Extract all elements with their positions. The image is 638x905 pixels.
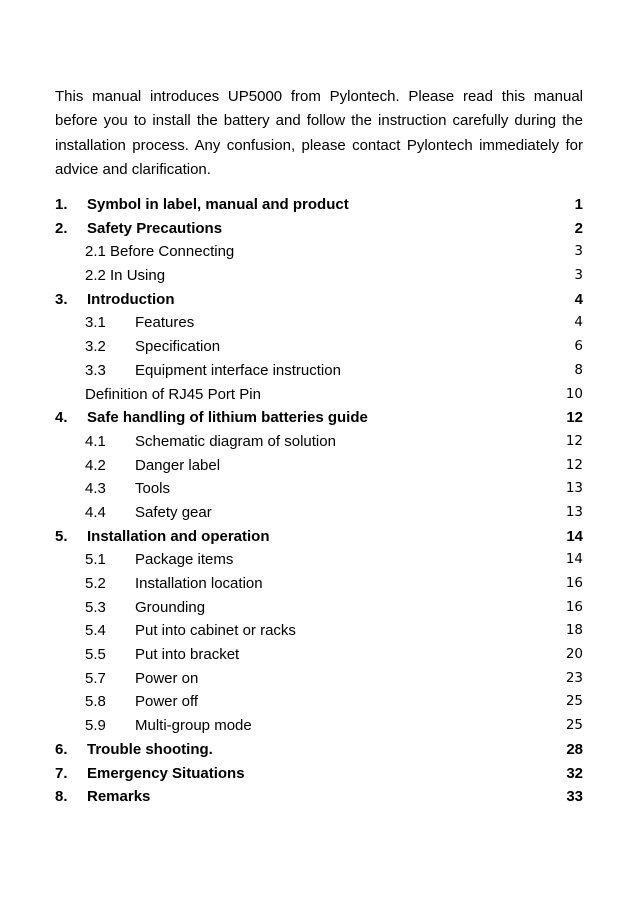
toc-entry-page-number: 6 — [574, 338, 583, 355]
toc-entry[interactable] — [55, 383, 583, 407]
toc-entry-number: 6. — [55, 740, 68, 758]
toc-entry-page-number: 14 — [565, 551, 583, 568]
toc-entry-title: 2.1 Before Connecting — [85, 243, 235, 261]
toc-entry[interactable] — [55, 619, 583, 643]
toc-entry-title: Multi-group mode — [135, 717, 252, 735]
toc-entry-number: 7. — [55, 764, 68, 782]
toc-entry-page-number: 32 — [566, 764, 583, 782]
toc-entry-number: 5.9 — [85, 717, 106, 735]
toc-entry-title: Package items — [135, 551, 234, 569]
toc-entry-number: 4.2 — [85, 456, 106, 474]
toc-entry-title: Power on — [135, 669, 199, 687]
toc-entry-page-number: 13 — [565, 480, 583, 497]
toc-entry-title: Trouble shooting. — [87, 740, 213, 758]
toc-entry[interactable] — [55, 548, 583, 572]
toc-entry-number: 2. — [55, 219, 68, 237]
toc-entry[interactable] — [55, 240, 583, 264]
toc-entry-page-number: 12 — [565, 432, 583, 449]
toc-entry-title: Definition of RJ45 Port Pin — [85, 385, 261, 403]
toc-entry-title: Put into bracket — [135, 646, 240, 664]
toc-entry-number: 3.2 — [85, 338, 106, 356]
toc-entry-page-number: 33 — [566, 788, 583, 806]
toc-entry-number: 4.3 — [85, 480, 106, 498]
toc-entry-page-number: 16 — [565, 575, 583, 591]
toc-entry[interactable] — [55, 335, 583, 359]
toc-entry-page-number: 4 — [574, 314, 583, 331]
toc-entry-title: Tools — [135, 480, 171, 498]
toc-entry-page-number: 23 — [565, 669, 583, 686]
toc-entry-title: Introduction — [87, 290, 175, 308]
toc-entry-title: Features — [135, 314, 195, 332]
toc-entry-title: Specification — [135, 338, 221, 356]
toc-entry-page-number: 25 — [565, 693, 583, 710]
toc-entry-title: Safety gear — [135, 503, 212, 521]
toc-entry-title: Emergency Situations — [87, 764, 245, 782]
toc-entry-number: 5.1 — [85, 551, 106, 569]
toc-entry-page-number: 20 — [565, 646, 583, 663]
toc-entry-title: Danger label — [135, 456, 221, 474]
table-of-contents — [55, 193, 583, 809]
toc-entry[interactable] — [55, 359, 583, 383]
toc-entry[interactable] — [55, 311, 583, 335]
toc-entry[interactable] — [55, 217, 583, 241]
toc-entry-page-number: 16 — [565, 598, 583, 615]
toc-entry-title: Safety Precautions — [87, 219, 223, 237]
toc-entry[interactable] — [55, 501, 583, 525]
toc-entry-page-number: 28 — [566, 740, 583, 758]
toc-entry-page-number: 12 — [565, 456, 583, 473]
toc-entry-title: Safe handling of lithium batteries guide — [87, 409, 368, 427]
toc-entry[interactable] — [55, 193, 583, 217]
toc-entry[interactable] — [55, 525, 583, 549]
toc-entry-page-number: 10 — [565, 385, 583, 402]
toc-entry-number: 5.8 — [85, 693, 106, 711]
toc-entry[interactable] — [55, 785, 583, 809]
toc-entry-number: 5.5 — [85, 646, 106, 664]
toc-entry-page-number: 4 — [574, 290, 583, 308]
toc-entry-title: Symbol in label, manual and product — [87, 196, 349, 213]
toc-entry-title: Schematic diagram of solution — [135, 432, 336, 450]
toc-entry[interactable] — [55, 288, 583, 312]
toc-entry-title: Installation and operation — [87, 527, 270, 545]
toc-entry[interactable] — [55, 596, 583, 620]
toc-entry[interactable] — [55, 714, 583, 738]
toc-entry-title: Installation location — [135, 575, 263, 592]
toc-entry-title: Equipment interface instruction — [135, 361, 341, 379]
toc-entry[interactable] — [55, 667, 583, 691]
toc-entry[interactable] — [55, 690, 583, 714]
toc-entry-title: Remarks — [87, 788, 151, 806]
toc-entry-number: 5.7 — [85, 669, 106, 687]
toc-entry[interactable] — [55, 738, 583, 762]
toc-entry[interactable] — [55, 762, 583, 786]
toc-entry-title: Power off — [135, 693, 199, 711]
toc-entry-number: 3.3 — [85, 361, 106, 379]
toc-entry-page-number: 1 — [574, 196, 583, 213]
toc-entry-number: 1. — [55, 196, 68, 213]
toc-entry-title: Grounding — [135, 598, 206, 616]
toc-entry-number: 8. — [55, 788, 68, 806]
toc-entry-page-number: 25 — [565, 717, 583, 734]
toc-entry-number: 4. — [55, 409, 68, 427]
toc-entry[interactable] — [55, 572, 583, 596]
toc-entry-number: 5. — [55, 527, 68, 545]
toc-entry[interactable] — [55, 406, 583, 430]
toc-entry-number: 5.2 — [85, 575, 106, 592]
toc-entry-page-number: 3 — [574, 243, 583, 260]
toc-entry[interactable] — [55, 430, 583, 454]
toc-entry-number: 3. — [55, 290, 68, 308]
toc-entry-number: 5.3 — [85, 598, 106, 616]
toc-entry[interactable] — [55, 477, 583, 501]
toc-entry-title: Put into cabinet or racks — [135, 622, 296, 640]
toc-entry-number: 5.4 — [85, 622, 106, 640]
toc-entry[interactable] — [55, 264, 583, 288]
toc-entry[interactable] — [55, 454, 583, 478]
toc-entry-number: 4.1 — [85, 432, 106, 450]
toc-entry-number: 4.4 — [85, 503, 106, 521]
toc-entry-page-number: 13 — [565, 503, 583, 520]
toc-entry[interactable] — [55, 643, 583, 667]
toc-entry-number: 3.1 — [85, 314, 106, 332]
toc-entry-page-number: 3 — [574, 267, 583, 284]
toc-entry-page-number: 2 — [574, 219, 583, 237]
toc-entry-page-number: 12 — [566, 409, 583, 427]
toc-entry-page-number: 18 — [565, 622, 583, 639]
intro-paragraph: This manual introduces UP5000 from Pylontech. Please read this manual before you to install the battery and follow the instruction carefully during the installation process. Any confusion, please contact Pylontech immediately for advice and clarification. — [55, 88, 583, 178]
toc-entry-page-number: 14 — [566, 527, 583, 545]
toc-entry-title: 2.2 In Using — [85, 267, 166, 285]
toc-entry-page-number: 8 — [574, 361, 583, 378]
